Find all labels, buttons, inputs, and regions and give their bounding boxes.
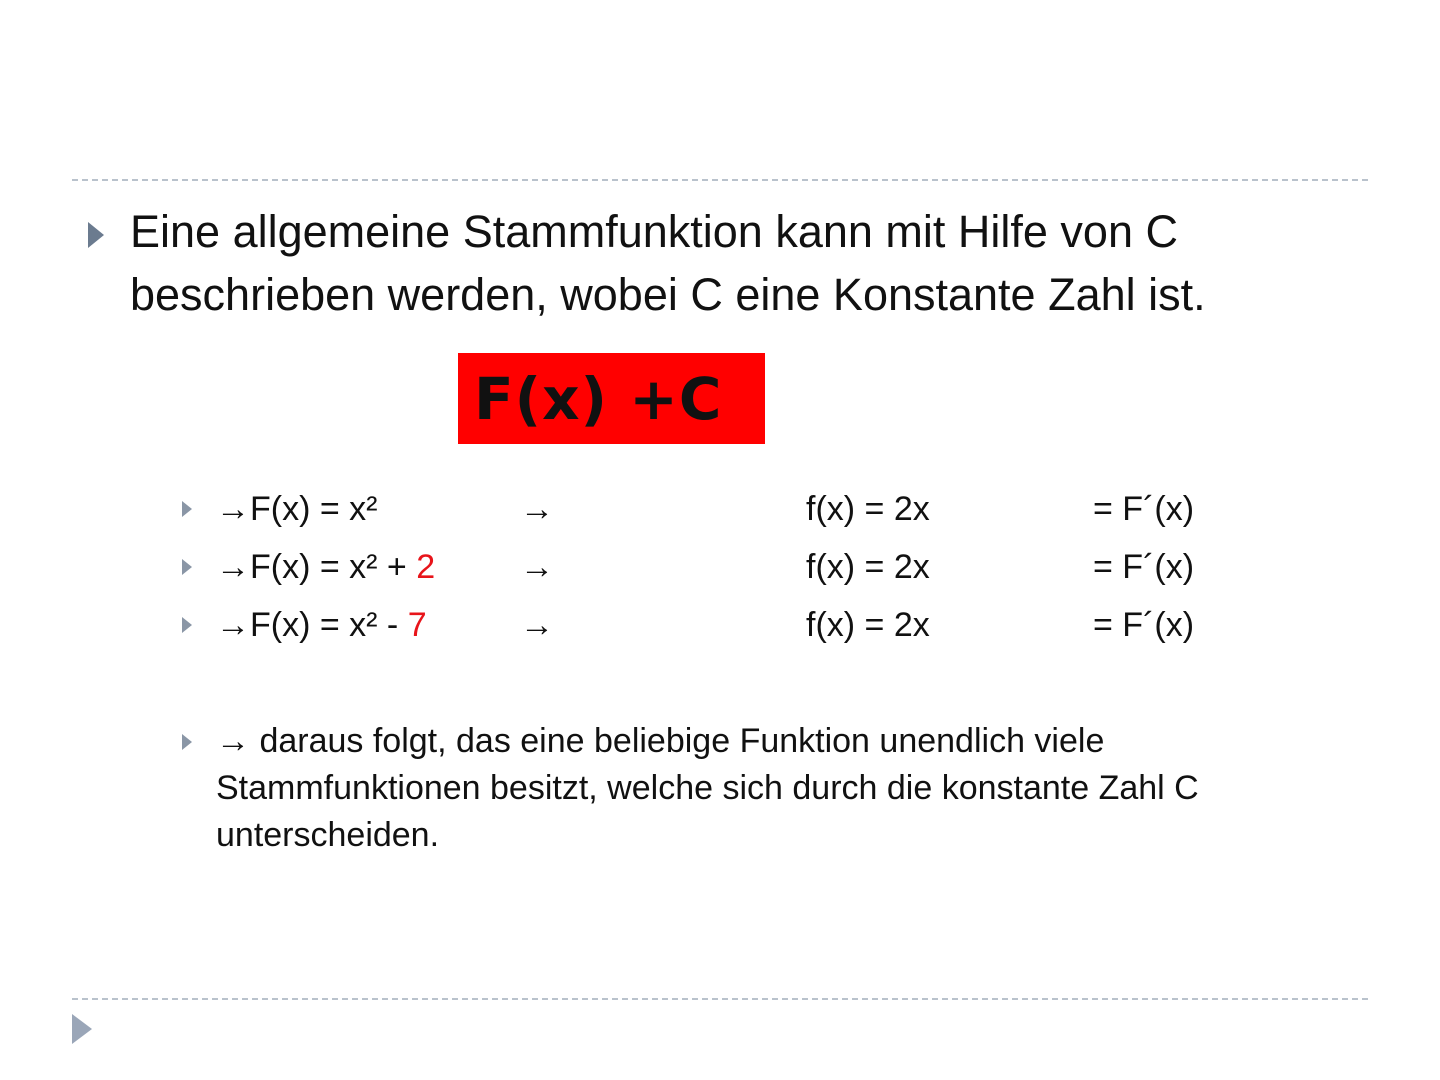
bullet-triangle-icon	[182, 501, 192, 517]
constant-value: 2	[416, 548, 436, 586]
formula-text: F(x) +C	[474, 364, 723, 433]
bullet-triangle-icon	[182, 734, 192, 750]
example-row	[0, 596, 1440, 654]
antiderivative-equation: →F(x) = x² - 7	[216, 606, 427, 644]
main-statement: Eine allgemeine Stammfunktion kann mit Hilfe von C beschrieben werden, wobei C eine Konstante Zahl ist.	[130, 206, 1206, 320]
conclusion-text: → daraus folgt, das eine beliebige Funktion unendlich viele Stammfunktionen besitzt, welche sich durch die konstante Zahl C unterscheiden.	[216, 722, 1199, 854]
bullet-triangle-icon	[182, 617, 192, 633]
arrow-glyph: →	[520, 490, 554, 528]
antiderivative-equation: →F(x) = x²	[216, 490, 378, 528]
example-row	[0, 538, 1440, 596]
bottom-divider	[72, 998, 1368, 1000]
example-row	[0, 480, 1440, 538]
function-equation: f(x) = 2x	[806, 548, 930, 586]
derivative-equation: = F´(x)	[1093, 548, 1195, 586]
derivative-equation: = F´(x)	[1093, 606, 1195, 644]
arrow-glyph: →	[520, 548, 554, 586]
bullet-triangle-icon	[182, 559, 192, 575]
formula-box	[458, 353, 765, 444]
top-divider	[72, 179, 1368, 181]
antiderivative-equation: →F(x) = x² + 2	[216, 548, 436, 586]
constant-value: 7	[407, 606, 427, 644]
function-equation: f(x) = 2x	[806, 606, 930, 644]
function-equation: f(x) = 2x	[806, 490, 930, 528]
bullet-triangle-icon	[88, 222, 104, 248]
next-slide-arrow-icon[interactable]	[72, 1014, 92, 1044]
arrow-glyph: →	[520, 606, 554, 644]
derivative-equation: = F´(x)	[1093, 490, 1195, 528]
